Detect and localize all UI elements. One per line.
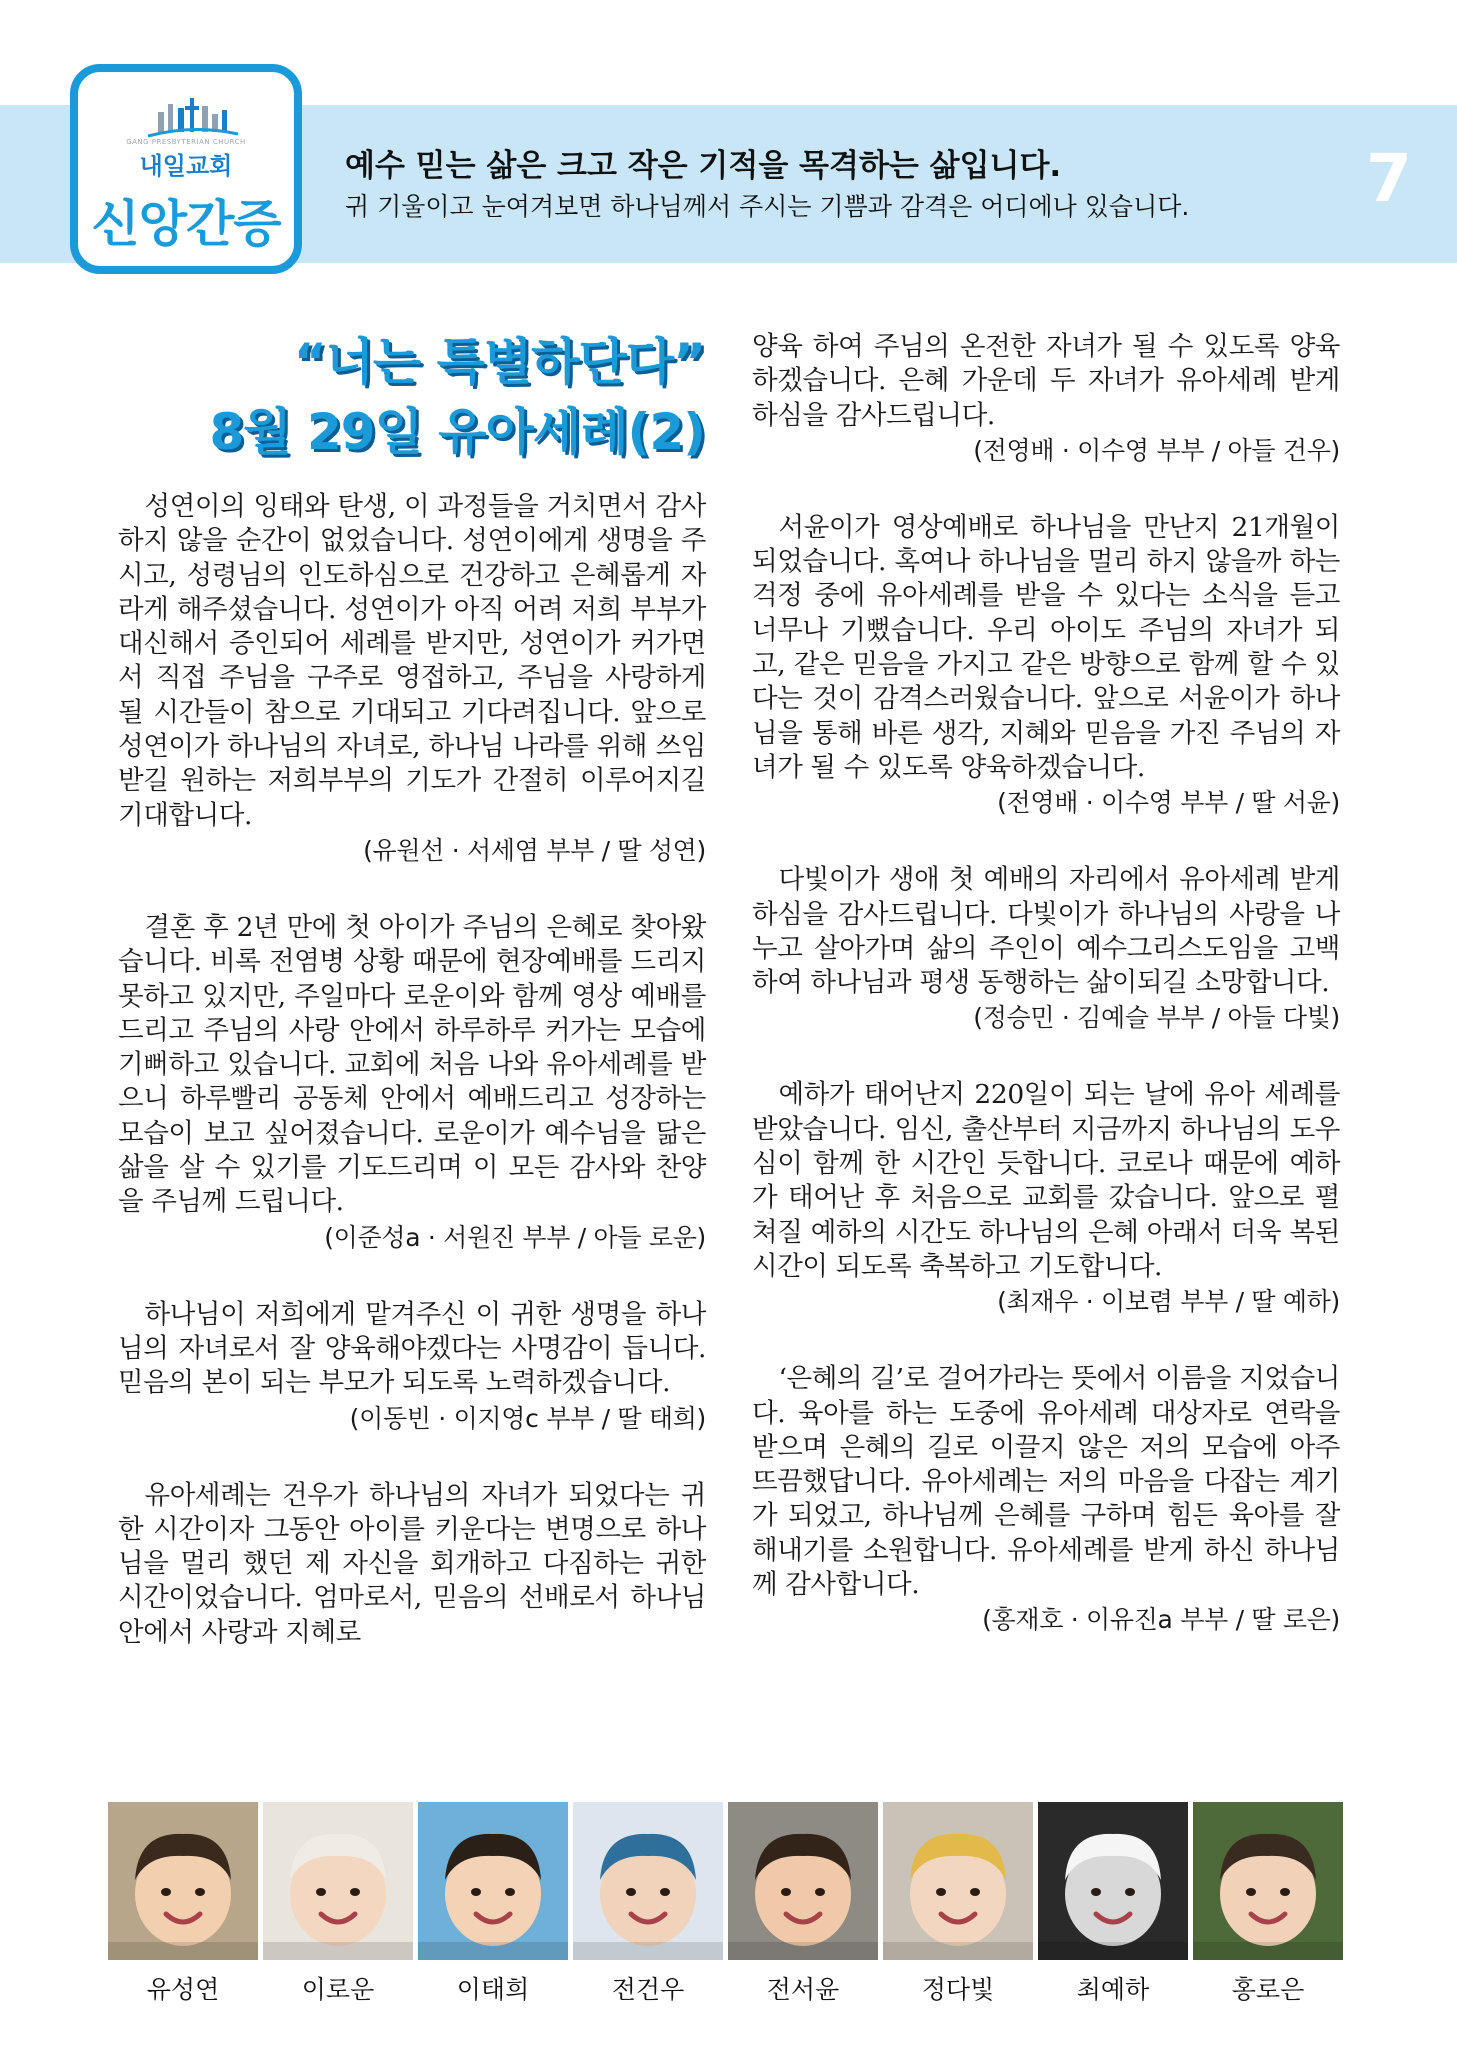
article-title: “너는 특별하단다” xyxy=(293,333,705,391)
church-name: 내일교회 xyxy=(139,152,233,180)
testimony-signature: (유원선 · 서세염 부부 / 딸 성연) xyxy=(363,835,706,865)
baby-name-label: 유성연 xyxy=(146,1975,220,2004)
baby-photo xyxy=(418,1802,568,1960)
right-column xyxy=(752,330,1340,1680)
baby-photo xyxy=(728,1802,878,1960)
testimony-text: 결혼 후 2년 만에 첫 아이가 주님의 은혜로 찾아왔습니다. 비록 전염병 상황 때문에 현장예배를 드리지 못하고 있지만, 주일마다 로운이와 함께 영상 예배를 드리고 주님의 사랑 안에서 하루하루 커가는 모습에 기뻐하고 있습니다. 교회에 처음 나와 유아세례를 받으니 하루빨리 공동체 안에서 예배드리고 성장하는 모습이 보고 싶어졌습니다. 로운이가 예수님을 닮은 삶을 살 수 있기를 기도드리며 이 모든 감사와 찬양을 주님께 드립니다. xyxy=(118,911,706,1218)
baby-photo-strip xyxy=(108,1802,1348,1962)
testimony-text: 서윤이가 영상예배로 하나님을 만난지 21개월이 되었습니다. 혹여나 하나님을 멀리 하지 않을까 하는 걱정 중에 유아세례를 받을 수 있다는 소식을 듣고 너무나 기뻤습니다. 우리 아이도 주님의 자녀가 되고, 같은 믿음을 가지고 같은 방향으로 함께 할 수 있다는 것이 감격스러웠습니다. 앞으로 서윤이가 하나님을 통해 바른 생각, 지혜와 믿음을 가진 주님의 자녀가 될 수 있도록 양육하겠습니다. xyxy=(752,511,1340,783)
baby-name-label: 전서윤 xyxy=(766,1975,840,2004)
baby-name-label: 홍로은 xyxy=(1231,1975,1305,2004)
baby-photo xyxy=(263,1802,413,1960)
baby-name-label: 이로운 xyxy=(301,1975,375,2004)
baby-name-label: 이태희 xyxy=(456,1975,530,2004)
baby-photo xyxy=(1038,1802,1188,1960)
article-subtitle: 8월 29일 유아세례(2) xyxy=(209,403,705,461)
church-subtitle: GANG PRESBYTERIAN CHURCH xyxy=(126,138,246,146)
testimony-signature: (최재우 · 이보렴 부부 / 딸 예하) xyxy=(997,1287,1340,1317)
testimony-signature: (정승민 · 김예슬 부부 / 아들 다빛) xyxy=(973,1003,1340,1033)
baby-name-label: 정다빛 xyxy=(921,1975,995,2004)
testimony-signature: (이준성a · 서원진 부부 / 아들 로운) xyxy=(324,1222,706,1252)
testimony-signature: (전영배 · 이수영 부부 / 아들 건우) xyxy=(973,435,1340,465)
baby-photo xyxy=(883,1802,1033,1960)
left-column xyxy=(118,490,706,1650)
baby-name-label: 최예하 xyxy=(1076,1975,1150,2004)
testimony-text: 유아세례는 건우가 하나님의 자녀가 되었다는 귀한 시간이자 그동안 아이를 키운다는 변명으로 하나님을 멀리 했던 제 자신을 회개하고 다짐하는 귀한 시간이었습니다. 엄마로서, 믿음의 선배로서 하나님 안에서 사랑과 지혜로 xyxy=(118,1479,706,1648)
testimony-signature: (이동빈 · 이지영c 부부 / 딸 태희) xyxy=(349,1403,706,1433)
testimony-text: 양육 하여 주님의 온전한 자녀가 될 수 있도록 양육하겠습니다. 은혜 가운데 두 자녀가 유아세례 받게 하심을 감사드립니다. xyxy=(752,331,1340,431)
testimony-text: 하나님이 저희에게 맡겨주신 이 귀한 생명을 하나님의 자녀로서 잘 양육해야겠다는 사명감이 듭니다. 믿음의 본이 되는 부모가 되도록 노력하겠습니다. xyxy=(118,1298,706,1399)
section-title: 신앙간증 xyxy=(91,195,281,253)
testimony-signature: (홍재호 · 이유진a 부부 / 딸 로은) xyxy=(982,1605,1340,1635)
church-logo-icon xyxy=(138,94,248,142)
baby-photo xyxy=(108,1802,258,1960)
church-logo-badge xyxy=(70,64,302,274)
testimony-text: 성연이의 잉태와 탄생, 이 과정들을 거치면서 감사하지 않을 순간이 없었습니다. 성연이에게 생명을 주시고, 성령님의 인도하심으로 건강하고 은혜롭게 자라게 해주셨습니다. 성연이가 아직 어려 저희 부부가 대신해서 증인되어 세례를 받지만, 성연이가 커가면서 직접 주님을 구주로 영접하고, 주님을 사랑하게 될 시간들이 참으로 기대되고 기다려집니다. 앞으로 성연이가 하나님의 자녀로, 하나님 나라를 위해 쓰임받길 원하는 저희부부의 기도가 간절히 이루어지길 기대합니다. xyxy=(118,491,706,831)
testimony-text: 예하가 태어난지 220일이 되는 날에 유아 세례를 받았습니다. 임신, 출산부터 지금까지 하나님의 도우심이 함께 한 시간인 듯합니다. 코로나 때문에 예하가 태어난 후 처음으로 교회를 갔습니다. 앞으로 펼쳐질 예하의 시간도 하나님의 은혜 아래서 더욱 복된 시간이 되도록 축복하고 기도합니다. xyxy=(752,1079,1340,1282)
baby-name-label: 전건우 xyxy=(611,1975,685,2004)
header-subline: 귀 기울이고 눈여겨보면 하나님께서 주시는 기쁨과 감격은 어디에나 있습니다. xyxy=(345,192,1190,221)
testimony-signature: (전영배 · 이수영 부부 / 딸 서윤) xyxy=(997,788,1340,818)
testimony-text: 다빛이가 생애 첫 예배의 자리에서 유아세례 받게 하심을 감사드립니다. 다빛이가 하나님의 사랑을 나누고 살아가며 삶의 주인이 예수그리스도임을 고백하여 하나님과 평생 동행하는 삶이되길 소망합니다. xyxy=(752,864,1340,999)
baby-photo xyxy=(1193,1802,1343,1960)
baby-photo xyxy=(573,1802,723,1960)
testimony-text: ‘은혜의 길’로 걸어가라는 뜻에서 이름을 지었습니다. 육아를 하는 도중에 유아세례 대상자로 연락을 받으며 은혜의 길로 이끌지 않은 저의 모습에 아주 뜨끔했답니다. 유아세례는 저의 마음을 다잡는 계기가 되었고, 하나님께 은혜를 구하며 힘든 육아를 잘 해내기를 소원합니다. 유아세례를 받게 하신 하나님께 감사합니다. xyxy=(752,1363,1340,1601)
page-number: 7 xyxy=(1366,140,1412,217)
header-headline: 예수 믿는 삶은 크고 작은 기적을 목격하는 삶입니다. xyxy=(345,148,1062,184)
